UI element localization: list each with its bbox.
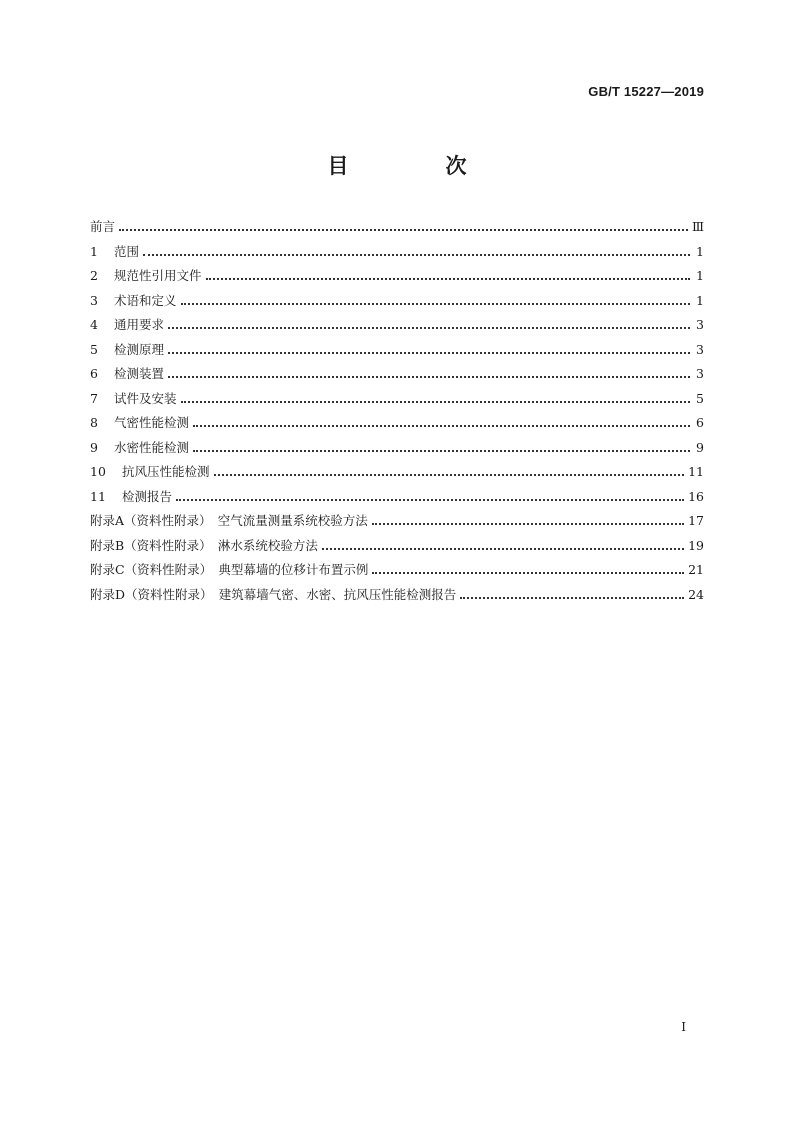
- dot-leader: [372, 572, 684, 574]
- toc-entry-1[interactable]: [90, 240, 704, 265]
- toc-entry-annex-d[interactable]: [90, 583, 704, 608]
- dot-leader: [460, 597, 684, 599]
- toc-entry-annex-c[interactable]: [90, 558, 704, 583]
- dot-leader: [119, 229, 688, 231]
- toc-entry-5[interactable]: [90, 338, 704, 363]
- toc-entry-number: 2: [90, 268, 98, 283]
- toc-entry-9[interactable]: [90, 436, 704, 461]
- toc-entry-label: 附录B（资料性附录） 淋水系统校验方法: [90, 537, 318, 553]
- toc-entry-number: 1: [90, 243, 98, 259]
- toc-entry-page: 17: [688, 513, 704, 528]
- toc-entry-annex-b[interactable]: [90, 534, 704, 559]
- toc-entry-number: 10: [90, 464, 106, 479]
- dot-leader: [176, 499, 684, 501]
- dot-leader: [143, 254, 690, 256]
- page-number: Ⅰ: [681, 1020, 686, 1034]
- toc-entry-page: 3: [696, 366, 704, 381]
- toc-entry-page: 24: [688, 586, 704, 602]
- dot-leader: [193, 425, 690, 427]
- dot-leader: [322, 548, 684, 550]
- toc-entry-label: 附录A（资料性附录） 空气流量测量系统校验方法: [90, 513, 368, 528]
- toc-entry-page: 9: [696, 439, 704, 455]
- toc-entry-page: 1: [696, 243, 704, 259]
- toc-entry-page: 3: [696, 317, 704, 332]
- toc-entry-page: 1: [696, 268, 704, 283]
- toc-entry-label: 前言: [90, 219, 116, 234]
- toc-entry-label: 气密性能检测: [114, 415, 190, 430]
- toc-entry-number: 5: [90, 341, 98, 357]
- toc-entry-label: 试件及安装: [114, 390, 177, 406]
- toc-entry-2[interactable]: [90, 264, 704, 289]
- toc-entry-number: 3: [90, 292, 98, 308]
- toc-entry-page: 6: [696, 415, 704, 430]
- page-title: 目 次: [327, 154, 505, 178]
- toc-entry-page: 1: [696, 292, 704, 308]
- toc-entry-number: 11: [90, 488, 106, 504]
- toc-entry-page: 3: [696, 341, 704, 357]
- toc-entry-page: 16: [688, 488, 704, 504]
- toc-entry-8[interactable]: [90, 411, 704, 436]
- toc-entry-number: 9: [90, 439, 98, 455]
- dot-leader: [206, 278, 690, 280]
- standard-code: GB/T 15227—2019: [588, 84, 704, 99]
- toc-entry-4[interactable]: [90, 313, 704, 338]
- dot-leader: [168, 327, 690, 329]
- toc-entry-11[interactable]: [90, 485, 704, 510]
- toc-entry-page: 5: [696, 390, 704, 406]
- dot-leader: [181, 401, 690, 403]
- toc-entry-page: 11: [688, 464, 704, 479]
- toc-entry-page: Ⅲ: [691, 219, 704, 234]
- toc-entry-label: 水密性能检测: [114, 439, 190, 455]
- toc-entry-number: 8: [90, 415, 98, 430]
- toc-entry-page: 21: [688, 562, 704, 577]
- toc-entry-label: 附录C（资料性附录） 典型幕墙的位移计布置示例: [90, 562, 369, 577]
- toc-entry-label: 附录D（资料性附录） 建筑幕墙气密、水密、抗风压性能检测报告: [90, 586, 457, 602]
- dot-leader: [168, 352, 690, 354]
- toc-entry-label: 检测装置: [114, 366, 165, 381]
- dot-leader: [372, 523, 684, 525]
- toc-entry-annex-a[interactable]: [90, 509, 704, 534]
- dot-leader: [193, 450, 690, 452]
- toc-entry-foreword[interactable]: [90, 215, 704, 240]
- toc-entry-3[interactable]: [90, 289, 704, 314]
- toc-entry-number: 7: [90, 390, 98, 406]
- dot-leader: [181, 303, 690, 305]
- toc-entry-label: 规范性引用文件: [114, 268, 202, 283]
- toc-entry-6[interactable]: [90, 362, 704, 387]
- toc-entry-label: 范围: [114, 243, 140, 259]
- table-of-contents: [90, 215, 704, 607]
- toc-entry-label: 通用要求: [114, 317, 165, 332]
- toc-entry-7[interactable]: [90, 387, 704, 412]
- dot-leader: [168, 376, 690, 378]
- toc-entry-label: 抗风压性能检测: [122, 464, 210, 479]
- toc-entry-number: 6: [90, 366, 98, 381]
- toc-entry-10[interactable]: [90, 460, 704, 485]
- toc-entry-page: 19: [688, 537, 704, 553]
- dot-leader: [214, 474, 685, 476]
- toc-entry-label: 术语和定义: [114, 292, 177, 308]
- toc-entry-label: 检测报告: [122, 488, 173, 504]
- toc-entry-number: 4: [90, 317, 98, 332]
- toc-entry-label: 检测原理: [114, 341, 165, 357]
